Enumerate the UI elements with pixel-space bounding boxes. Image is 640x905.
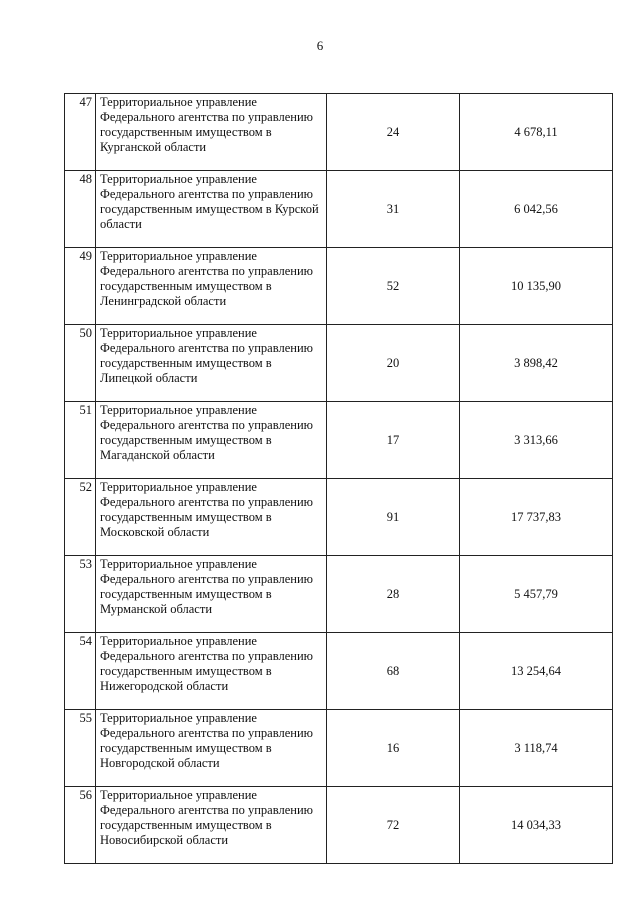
- data-table: [64, 93, 613, 864]
- table-row: [65, 479, 613, 556]
- amount-value: 14 034,33: [460, 787, 613, 864]
- agency-name: Территориальное управление Федерального агентства по управлению государственным имуществом в Новгородской области: [96, 710, 327, 787]
- agency-name: Территориальное управление Федерального агентства по управлению государственным имуществом в Липецкой области: [96, 325, 327, 402]
- table-row: [65, 710, 613, 787]
- count-value: 16: [327, 710, 460, 787]
- row-number: 55: [65, 710, 96, 787]
- table-row: [65, 633, 613, 710]
- amount-value: 4 678,11: [460, 94, 613, 171]
- count-value: 31: [327, 171, 460, 248]
- count-value: 91: [327, 479, 460, 556]
- count-value: 52: [327, 248, 460, 325]
- table-row: [65, 171, 613, 248]
- count-value: 28: [327, 556, 460, 633]
- agency-name: Территориальное управление Федерального агентства по управлению государственным имуществом в Новосибирской области: [96, 787, 327, 864]
- count-value: 20: [327, 325, 460, 402]
- table-row: [65, 556, 613, 633]
- agency-name: Территориальное управление Федерального агентства по управлению государственным имуществом в Нижегородской области: [96, 633, 327, 710]
- row-number: 54: [65, 633, 96, 710]
- row-number: 47: [65, 94, 96, 171]
- row-number: 56: [65, 787, 96, 864]
- agency-name: Территориальное управление Федерального агентства по управлению государственным имуществом в Московской области: [96, 479, 327, 556]
- page-number: 6: [316, 38, 324, 53]
- count-value: 17: [327, 402, 460, 479]
- agency-name: Территориальное управление Федерального агентства по управлению государственным имуществом в Курской области: [96, 171, 327, 248]
- row-number: 48: [65, 171, 96, 248]
- row-number: 52: [65, 479, 96, 556]
- agency-name: Территориальное управление Федерального агентства по управлению государственным имуществом в Ленинградской области: [96, 248, 327, 325]
- table-row: [65, 325, 613, 402]
- agency-name: Территориальное управление Федерального агентства по управлению государственным имуществом в Мурманской области: [96, 556, 327, 633]
- agency-name: Территориальное управление Федерального агентства по управлению государственным имуществом в Магаданской области: [96, 402, 327, 479]
- amount-value: 3 313,66: [460, 402, 613, 479]
- table-row: [65, 787, 613, 864]
- amount-value: 3 898,42: [460, 325, 613, 402]
- table-row: [65, 248, 613, 325]
- amount-value: 6 042,56: [460, 171, 613, 248]
- count-value: 24: [327, 94, 460, 171]
- agency-name: Территориальное управление Федерального агентства по управлению государственным имуществом в Курганской области: [96, 94, 327, 171]
- table-row: [65, 94, 613, 171]
- row-number: 50: [65, 325, 96, 402]
- amount-value: 17 737,83: [460, 479, 613, 556]
- amount-value: 3 118,74: [460, 710, 613, 787]
- amount-value: 13 254,64: [460, 633, 613, 710]
- row-number: 53: [65, 556, 96, 633]
- amount-value: 10 135,90: [460, 248, 613, 325]
- count-value: 68: [327, 633, 460, 710]
- row-number: 51: [65, 402, 96, 479]
- row-number: 49: [65, 248, 96, 325]
- count-value: 72: [327, 787, 460, 864]
- table-row: [65, 402, 613, 479]
- amount-value: 5 457,79: [460, 556, 613, 633]
